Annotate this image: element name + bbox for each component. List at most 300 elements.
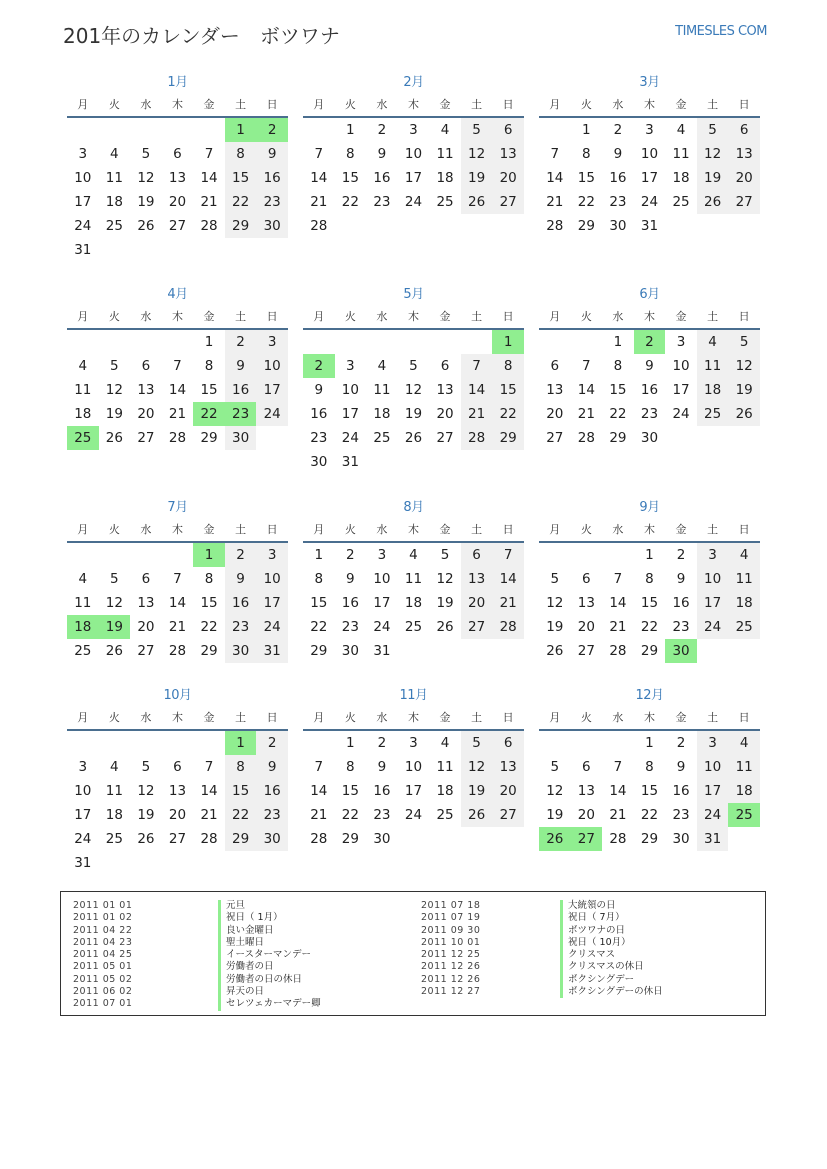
day-cell: 18 <box>436 170 454 186</box>
day-cell: 4 <box>78 571 88 587</box>
day-cell: 8 <box>582 146 591 162</box>
weekday-label: 水 <box>140 711 152 724</box>
day-cell: 5 <box>550 571 560 587</box>
day-cell: 9 <box>676 759 686 775</box>
weekday-header <box>539 306 760 330</box>
day-cell: 29 <box>492 426 524 450</box>
day-cell: 23 <box>256 190 288 214</box>
day-cell: 30 <box>609 218 627 234</box>
day-cell: 19 <box>105 406 123 422</box>
day-cell: 25 <box>105 218 123 234</box>
holiday-day-cell: 2 <box>303 354 335 378</box>
day-cell: 14 <box>577 382 595 398</box>
weekday-label: 日 <box>502 98 514 111</box>
day-cell: 29 <box>225 827 257 851</box>
day-cell: 29 <box>200 430 218 446</box>
day-cell: 24 <box>341 430 359 446</box>
day-cell: 20 <box>728 166 760 190</box>
empty-day-cell <box>728 426 760 450</box>
empty-day-cell <box>539 118 571 142</box>
day-cell: 27 <box>461 615 493 639</box>
day-cell: 10 <box>404 146 423 162</box>
day-cell: 6 <box>728 118 760 142</box>
week-row <box>67 543 288 567</box>
day-cell: 14 <box>546 170 564 186</box>
day-cell: 21 <box>200 807 218 823</box>
day-cell: 28 <box>200 218 218 234</box>
week-row <box>303 639 524 663</box>
week-row <box>67 779 288 803</box>
weekday-label: 水 <box>376 523 388 536</box>
weekday-label: 月 <box>313 523 325 536</box>
weekday-label: 木 <box>407 523 419 536</box>
empty-day-cell <box>429 827 461 851</box>
day-cell: 24 <box>697 615 729 639</box>
day-cell: 15 <box>577 170 595 186</box>
empty-day-cell <box>728 639 760 663</box>
day-cell: 4 <box>78 358 88 374</box>
month-name: 9月 <box>639 500 660 515</box>
empty-day-cell <box>303 330 335 354</box>
week-row <box>303 354 524 378</box>
day-cell: 30 <box>225 639 257 663</box>
day-cell: 24 <box>256 615 288 639</box>
month-name: 4月 <box>167 287 188 302</box>
day-cell: 30 <box>256 827 288 851</box>
day-cell: 3 <box>676 334 686 350</box>
empty-day-cell <box>162 851 194 875</box>
month-name: 6月 <box>639 287 660 302</box>
month-9 <box>539 497 760 663</box>
empty-day-cell <box>398 827 430 851</box>
weekday-label: 土 <box>235 523 247 536</box>
empty-day-cell <box>461 214 493 238</box>
day-cell: 4 <box>697 330 729 354</box>
empty-day-cell <box>429 330 461 354</box>
week-row <box>67 378 288 402</box>
day-cell: 17 <box>256 591 288 615</box>
holiday-day-cell: 2 <box>634 330 666 354</box>
month-name: 5月 <box>403 287 424 302</box>
day-cell: 16 <box>256 166 288 190</box>
day-cell: 1 <box>346 735 355 751</box>
day-cell: 25 <box>105 831 123 847</box>
holiday-date: 2011 07 19 <box>421 912 481 924</box>
weekday-label: 水 <box>612 98 624 111</box>
weekday-label: 日 <box>266 310 278 323</box>
day-cell: 22 <box>310 619 328 635</box>
weekday-label: 木 <box>643 523 655 536</box>
day-cell: 2 <box>377 735 387 751</box>
day-cell: 3 <box>409 122 418 138</box>
day-cell: 12 <box>546 595 564 611</box>
day-cell: 28 <box>200 831 218 847</box>
day-cell: 26 <box>461 803 493 827</box>
weekday-label: 木 <box>643 310 655 323</box>
day-cell: 13 <box>461 567 493 591</box>
day-cell: 11 <box>436 759 454 775</box>
holiday-date: 2011 09 30 <box>421 924 481 936</box>
holiday-date: 2011 07 18 <box>421 900 481 911</box>
week-row <box>67 803 288 827</box>
day-cell: 15 <box>341 783 359 799</box>
weekday-label: 木 <box>407 711 419 724</box>
holiday-name: ボクシングデーの休日 <box>560 986 663 998</box>
day-cell: 17 <box>74 807 92 823</box>
day-cell: 31 <box>373 643 391 659</box>
day-cell: 17 <box>672 382 690 398</box>
month-11 <box>303 685 524 851</box>
empty-day-cell <box>429 214 461 238</box>
day-cell: 23 <box>640 406 659 422</box>
week-row <box>303 779 524 803</box>
day-cell: 9 <box>225 354 257 378</box>
weekday-label: 水 <box>612 310 624 323</box>
day-cell: 23 <box>341 619 359 635</box>
day-cell: 22 <box>492 402 524 426</box>
day-cell: 9 <box>256 755 288 779</box>
day-cell: 6 <box>141 571 151 587</box>
day-cell: 20 <box>577 807 595 823</box>
holiday-name: 聖土曜日 <box>218 937 321 949</box>
day-cell: 6 <box>461 543 493 567</box>
day-cell: 29 <box>225 214 257 238</box>
weekday-label: 土 <box>471 310 483 323</box>
day-cell: 12 <box>461 142 493 166</box>
day-cell: 9 <box>225 567 257 591</box>
month-name: 10月 <box>163 688 192 703</box>
week-row <box>67 755 288 779</box>
weekday-label: 木 <box>171 711 183 724</box>
holiday-day-cell: 25 <box>67 426 99 450</box>
day-cell: 23 <box>256 803 288 827</box>
day-cell: 15 <box>225 166 257 190</box>
day-cell: 28 <box>168 643 187 659</box>
empty-day-cell <box>256 426 288 450</box>
day-cell: 26 <box>137 218 155 234</box>
weekday-label: 火 <box>108 98 120 111</box>
week-row <box>67 851 288 875</box>
day-cell: 4 <box>440 122 450 138</box>
day-cell: 13 <box>492 755 524 779</box>
day-cell: 25 <box>697 402 729 426</box>
day-cell: 24 <box>256 402 288 426</box>
day-cell: 5 <box>728 330 760 354</box>
day-cell: 26 <box>404 430 423 446</box>
weekday-label: 火 <box>344 711 356 724</box>
empty-day-cell <box>335 330 367 354</box>
day-cell: 26 <box>697 190 729 214</box>
empty-day-cell <box>193 118 225 142</box>
weekday-label: 月 <box>77 711 89 724</box>
empty-day-cell <box>697 426 729 450</box>
month-4 <box>67 284 288 450</box>
day-cell: 10 <box>341 382 359 398</box>
day-cell: 16 <box>672 595 690 611</box>
holiday-name: 祝日（ 7月） <box>560 912 663 924</box>
weekday-label: 日 <box>738 98 750 111</box>
empty-day-cell <box>303 118 335 142</box>
month-12 <box>539 685 760 851</box>
weekday-label: 月 <box>313 98 325 111</box>
empty-day-cell <box>130 851 162 875</box>
day-cell: 9 <box>377 759 387 775</box>
week-row <box>539 378 760 402</box>
day-cell: 6 <box>492 731 524 755</box>
weekday-label: 月 <box>549 523 561 536</box>
weekday-label: 火 <box>580 310 592 323</box>
holiday-name: ボクシングデー <box>560 974 663 986</box>
day-cell: 9 <box>377 146 387 162</box>
weekday-label: 金 <box>439 310 451 323</box>
day-cell: 27 <box>728 190 760 214</box>
day-cell: 14 <box>168 382 187 398</box>
weekday-label: 木 <box>643 711 655 724</box>
day-cell: 11 <box>373 382 391 398</box>
day-cell: 24 <box>373 619 391 635</box>
holiday-day-cell: 26 <box>539 827 571 851</box>
week-row <box>67 238 288 262</box>
holiday-name: クリスマスの休日 <box>560 961 663 973</box>
brand-link[interactable]: TIMESLES COM <box>675 24 767 39</box>
day-cell: 29 <box>640 643 659 659</box>
weekday-label: 土 <box>707 711 719 724</box>
day-cell: 8 <box>346 146 355 162</box>
empty-day-cell <box>99 118 131 142</box>
week-row <box>303 142 524 166</box>
week-row <box>539 330 760 354</box>
weekday-label: 火 <box>580 523 592 536</box>
holiday-day-cell: 22 <box>193 402 225 426</box>
weekday-label: 木 <box>407 98 419 111</box>
week-row <box>539 190 760 214</box>
week-row <box>67 402 288 426</box>
empty-day-cell <box>256 851 288 875</box>
weekday-header <box>303 519 524 543</box>
day-cell: 16 <box>225 591 257 615</box>
empty-day-cell <box>225 851 257 875</box>
day-cell: 13 <box>137 382 155 398</box>
weekday-label: 土 <box>707 523 719 536</box>
day-cell: 25 <box>672 194 690 210</box>
holiday-day-cell: 27 <box>571 827 603 851</box>
holiday-date: 2011 10 01 <box>421 936 481 948</box>
month-10 <box>67 685 288 875</box>
empty-day-cell <box>571 330 603 354</box>
empty-day-cell <box>697 639 729 663</box>
week-row <box>67 354 288 378</box>
holiday-day-cell: 23 <box>225 402 257 426</box>
holiday-name: 祝日（ 10月） <box>560 937 663 949</box>
holiday-name: 労働者の日の休日 <box>218 974 321 986</box>
week-row <box>539 142 760 166</box>
empty-day-cell <box>67 543 99 567</box>
day-cell: 21 <box>168 406 187 422</box>
day-cell: 8 <box>492 354 524 378</box>
day-cell: 14 <box>310 170 328 186</box>
day-cell: 21 <box>492 591 524 615</box>
empty-day-cell <box>335 214 367 238</box>
day-cell: 9 <box>645 358 654 374</box>
empty-day-cell <box>67 731 99 755</box>
holiday-date: 2011 12 26 <box>421 973 481 985</box>
empty-day-cell <box>193 851 225 875</box>
day-cell: 6 <box>582 759 591 775</box>
day-cell: 31 <box>74 855 92 871</box>
day-cell: 16 <box>640 382 659 398</box>
week-row <box>539 615 760 639</box>
weekday-label: 火 <box>344 98 356 111</box>
day-cell: 14 <box>200 783 218 799</box>
weekday-label: 水 <box>140 98 152 111</box>
day-cell: 10 <box>256 354 288 378</box>
day-cell: 13 <box>436 382 454 398</box>
week-row <box>303 543 524 567</box>
day-cell: 3 <box>78 146 88 162</box>
day-cell: 3 <box>409 735 418 751</box>
day-cell: 4 <box>676 122 686 138</box>
day-cell: 25 <box>436 807 454 823</box>
day-cell: 1 <box>346 122 355 138</box>
day-cell: 10 <box>74 783 92 799</box>
day-cell: 18 <box>672 170 690 186</box>
day-cell: 7 <box>204 146 214 162</box>
day-cell: 22 <box>200 619 218 635</box>
week-row <box>539 755 760 779</box>
holiday-date: 2011 01 02 <box>73 912 133 924</box>
empty-day-cell <box>99 330 131 354</box>
day-cell: 17 <box>256 378 288 402</box>
empty-day-cell <box>162 238 194 262</box>
holiday-date: 2011 04 22 <box>73 924 133 936</box>
day-cell: 4 <box>110 146 119 162</box>
day-cell: 11 <box>74 382 92 398</box>
day-cell: 16 <box>373 170 391 186</box>
day-cell: 2 <box>225 330 257 354</box>
empty-day-cell <box>728 827 760 851</box>
day-cell: 5 <box>697 118 729 142</box>
day-cell: 19 <box>404 406 423 422</box>
holiday-list <box>60 891 766 1016</box>
day-cell: 5 <box>550 759 560 775</box>
day-cell: 7 <box>173 358 182 374</box>
weekday-label: 日 <box>266 523 278 536</box>
weekday-label: 金 <box>203 310 215 323</box>
day-cell: 2 <box>377 122 387 138</box>
day-cell: 18 <box>105 194 123 210</box>
day-cell: 5 <box>110 358 119 374</box>
day-cell: 27 <box>168 218 187 234</box>
day-cell: 19 <box>461 166 493 190</box>
holiday-date: 2011 01 01 <box>73 900 133 911</box>
day-cell: 30 <box>256 214 288 238</box>
holiday-date: 2011 05 02 <box>73 973 133 985</box>
holiday-day-cell: 1 <box>225 118 257 142</box>
week-row <box>303 591 524 615</box>
empty-day-cell <box>539 543 571 567</box>
holiday-date: 2011 04 25 <box>73 949 133 961</box>
weekday-header <box>67 94 288 118</box>
weekday-label: 木 <box>171 310 183 323</box>
holiday-date: 2011 07 01 <box>73 998 133 1010</box>
weekday-label: 火 <box>108 523 120 536</box>
empty-day-cell <box>571 731 603 755</box>
day-cell: 28 <box>492 615 524 639</box>
week-row <box>539 166 760 190</box>
day-cell: 16 <box>310 406 328 422</box>
month-6 <box>539 284 760 450</box>
day-cell: 19 <box>546 807 564 823</box>
week-row <box>67 118 288 142</box>
day-cell: 4 <box>409 547 418 563</box>
empty-day-cell <box>492 450 524 474</box>
day-cell: 26 <box>137 831 155 847</box>
weekday-label: 月 <box>549 711 561 724</box>
day-cell: 14 <box>200 170 218 186</box>
holiday-names-left <box>218 900 321 1011</box>
day-cell: 1 <box>204 334 214 350</box>
weekday-label: 日 <box>738 711 750 724</box>
day-cell: 23 <box>373 194 391 210</box>
day-cell: 22 <box>341 194 359 210</box>
day-cell: 3 <box>256 543 288 567</box>
day-cell: 10 <box>256 567 288 591</box>
day-cell: 26 <box>105 430 123 446</box>
day-cell: 7 <box>492 543 524 567</box>
day-cell: 31 <box>256 639 288 663</box>
day-cell: 19 <box>728 378 760 402</box>
day-cell: 23 <box>225 615 257 639</box>
day-cell: 30 <box>341 643 359 659</box>
day-cell: 13 <box>492 142 524 166</box>
holiday-date: 2011 04 23 <box>73 936 133 948</box>
day-cell: 21 <box>168 619 187 635</box>
day-cell: 1 <box>314 547 324 563</box>
day-cell: 5 <box>110 571 119 587</box>
weekday-header <box>67 306 288 330</box>
day-cell: 4 <box>728 543 760 567</box>
day-cell: 6 <box>582 571 591 587</box>
weekday-label: 月 <box>77 523 89 536</box>
day-cell: 29 <box>200 643 218 659</box>
week-row <box>539 827 760 851</box>
day-cell: 9 <box>676 571 686 587</box>
day-cell: 17 <box>697 591 729 615</box>
day-cell: 28 <box>310 218 328 234</box>
month-7 <box>67 497 288 663</box>
day-cell: 16 <box>672 783 690 799</box>
day-cell: 16 <box>256 779 288 803</box>
weekday-label: 金 <box>675 310 687 323</box>
month-name: 1月 <box>167 75 188 90</box>
weekday-label: 月 <box>77 310 89 323</box>
holiday-day-cell: 25 <box>728 803 760 827</box>
weekday-label: 月 <box>313 711 325 724</box>
weekday-label: 水 <box>612 711 624 724</box>
day-cell: 9 <box>613 146 623 162</box>
day-cell: 17 <box>74 194 92 210</box>
day-cell: 17 <box>640 170 659 186</box>
day-cell: 2 <box>676 547 686 563</box>
day-cell: 26 <box>461 190 493 214</box>
day-cell: 21 <box>310 194 328 210</box>
day-cell: 12 <box>404 382 423 398</box>
day-cell: 21 <box>546 194 564 210</box>
weekday-label: 木 <box>407 310 419 323</box>
day-cell: 14 <box>310 783 328 799</box>
day-cell: 27 <box>436 430 454 446</box>
empty-day-cell <box>398 330 430 354</box>
